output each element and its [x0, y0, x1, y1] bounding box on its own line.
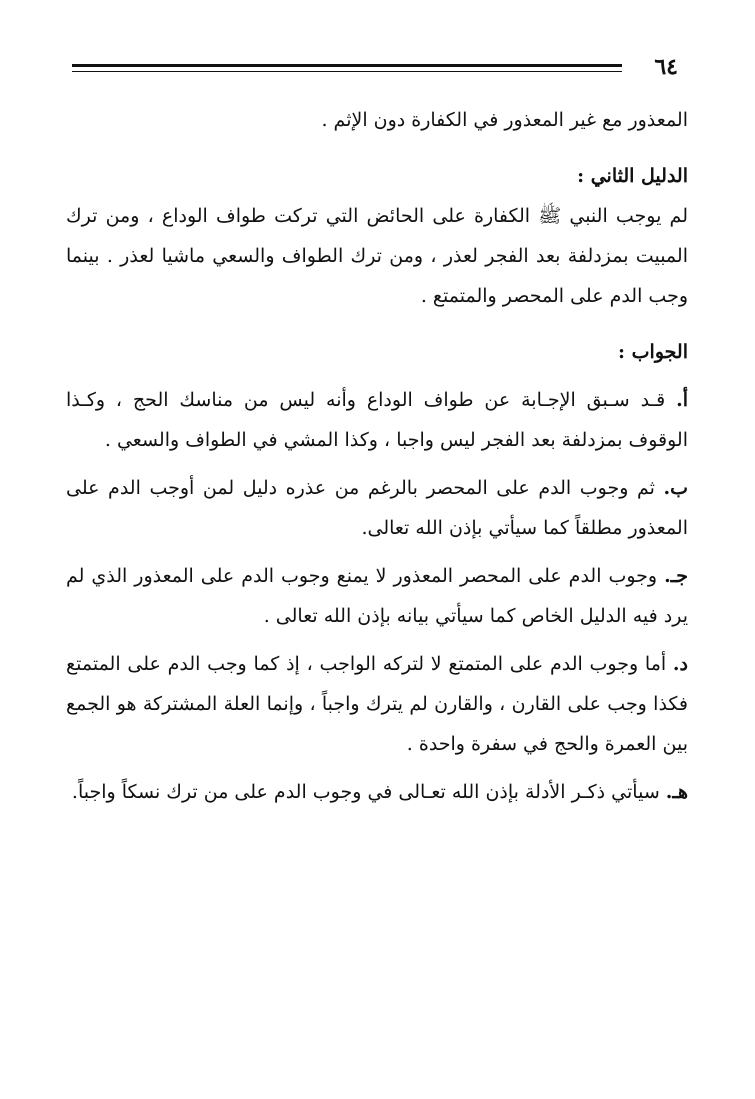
answer-e: [66, 772, 688, 812]
answer-d: [66, 644, 688, 764]
answer-b: [66, 468, 688, 548]
page-number: ٦٤: [654, 54, 678, 80]
answer-a-text: قـد سـبق الإجـابة عن طواف الوداع وأنه ليس من مناسك الحج ، وكـذا الوقوف بمزدلفة بعد الفجر ليس واجبا ، وكذا المشي في الطواف والسعي .: [66, 389, 688, 451]
answer-a: [66, 380, 688, 460]
answer-d-letter: د.: [672, 653, 688, 675]
answer-c-letter: جـ.: [664, 565, 688, 587]
heading-second-proof: الدليل الثاني :: [577, 165, 688, 187]
answer-e-letter: هـ.: [665, 781, 688, 803]
answer-a-letter: أ.: [676, 389, 688, 411]
header-rule-thick: [72, 64, 622, 67]
header-rule-thin: [72, 71, 622, 72]
answer-c-text: وجوب الدم على المحصر المعذور لا يمنع وجوب الدم على المعذور الذي لم يرد فيه الدليل الخاص كما سيأتي بيانه بإذن الله تعالى .: [66, 565, 688, 627]
answer-b-text: ثم وجوب الدم على المحصر بالرغم من عذره دليل لمن أوجب الدم على المعذور مطلقاً كما سيأتي بإذن الله تعالى.: [66, 477, 688, 539]
page-header: [72, 54, 684, 84]
answer-e-text: سيأتي ذكـر الأدلة بإذن الله تعـالى في وجوب الدم على من ترك نسكاً واجباً.: [71, 781, 666, 803]
page-content: [66, 100, 688, 812]
answer-d-text: أما وجوب الدم على المتمتع لا لتركه الواجب ، إذ كما وجب الدم على المتمتع فكذا وجب على القارن ، والقارن لم يترك واجباً ، وإنما العلة المشتركة هو الجمع بين العمرة والحج في سفرة واحدة .: [66, 653, 688, 755]
second-proof-paragraph: لم يوجب النبي ﷺ الكفارة على الحائض التي تركت طواف الوداع ، ومن ترك المبيت بمزدلفة بعد الفجر لعذر ، ومن ترك الطواف والسعي ماشيا لعذر . بينما وجب الدم على المحصر والمتمتع .: [66, 205, 688, 307]
answer-c: [66, 556, 688, 636]
answer-b-letter: ب.: [663, 477, 688, 499]
heading-answer: الجواب :: [618, 341, 688, 363]
intro-paragraph: المعذور مع غير المعذور في الكفارة دون الإثم .: [321, 109, 688, 131]
